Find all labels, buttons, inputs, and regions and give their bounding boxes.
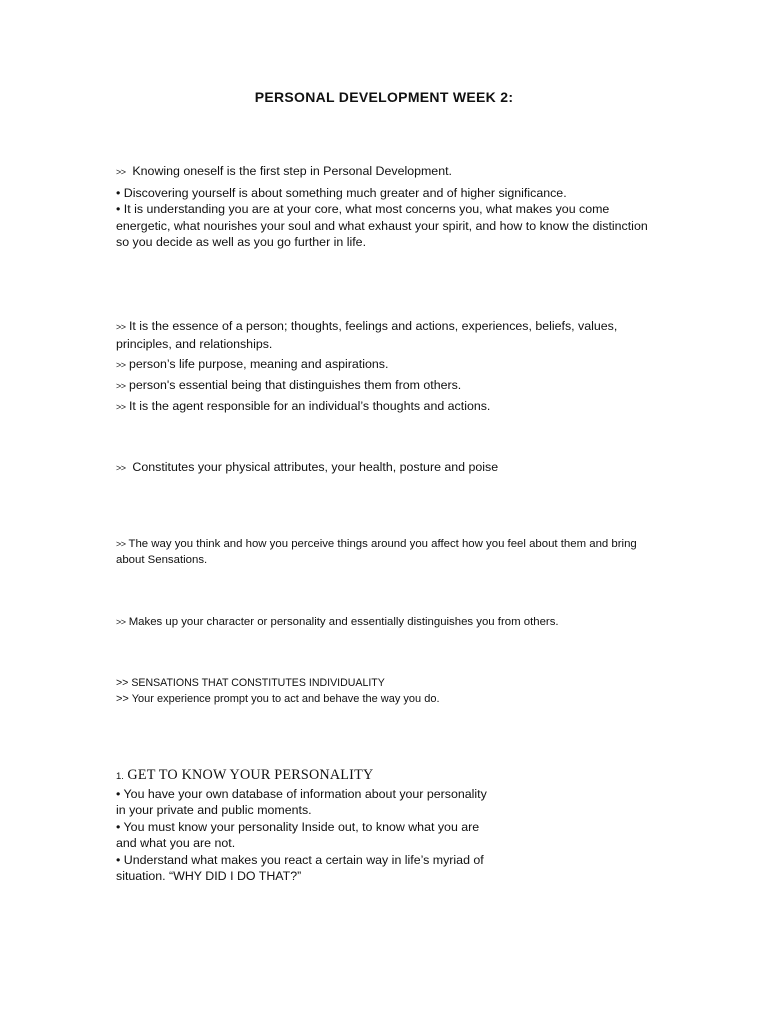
bullet-marker: >> (116, 401, 126, 412)
character-text: Makes up your character or personality and essentially distinguishes you from others. (128, 616, 559, 628)
essential-being-line (116, 377, 656, 395)
agent-line (116, 398, 656, 416)
character-line (116, 615, 656, 631)
physical-section (116, 459, 656, 477)
understanding-paragraph: • It is understanding you are at your core, what most concerns you, what makes you come energetic, what nourishes your soul and what exhaust your spirit, and how to know the distinction so you decide as well as you go further in life. (116, 202, 648, 249)
essence-text: It is the essence of a person; thoughts, feelings and actions, experiences, beliefs, values, principles, and relationships. (116, 319, 618, 351)
agent-text: It is the agent responsible for an individual’s thoughts and actions. (128, 398, 491, 413)
character-section (116, 615, 656, 631)
physical-text: Constitutes your physical attributes, your health, posture and poise (132, 460, 499, 474)
intro-text: Knowing oneself is the first step in Personal Development. (132, 164, 452, 178)
personality-section (116, 767, 656, 885)
life-purpose-text: person’s life purpose, meaning and aspirations. (128, 356, 389, 371)
experience-line: >> Your experience prompt you to act and behave the way you do. (116, 692, 440, 705)
why-did-i-line: situation. “WHY DID I DO THAT?” (116, 869, 302, 883)
thinking-line (116, 537, 656, 568)
essence-line (116, 318, 656, 352)
page-title: PERSONAL DEVELOPMENT WEEK 2: (254, 89, 514, 105)
what-you-are-not-line: and what you are not. (116, 836, 236, 850)
sensations-section (116, 676, 656, 707)
react-line: • Understand what makes you react a certain way in life’s myriad of (116, 852, 484, 867)
bullet-marker: >> (116, 322, 126, 332)
bullet-marker: >> (116, 359, 126, 370)
section-number: 1. (116, 771, 124, 782)
life-purpose-line (116, 356, 656, 374)
inside-out-line: • You must know your personality Inside out, to know what you are (116, 819, 480, 834)
physical-line (116, 459, 656, 477)
sensations-heading-line: >> SENSATIONS THAT CONSTITUTES INDIVIDUALITY (116, 677, 385, 689)
bullet-marker: >> (116, 463, 126, 473)
bullet-marker: >> (116, 617, 126, 627)
bullet-marker: >> (116, 380, 126, 391)
private-public-line: in your private and public moments. (116, 803, 312, 817)
essential-being-text: person's essential being that distinguishes them from others. (128, 377, 462, 392)
discovering-line: • Discovering yourself is about something much greater and of higher significance. (116, 185, 567, 200)
intro-line (116, 163, 656, 181)
section-heading: GET TO KNOW YOUR PERSONALITY (127, 767, 374, 783)
bullet-marker: >> (116, 167, 126, 177)
thinking-text: The way you think and how you perceive things around you affect how you feel about them and bring about Sensations. (116, 538, 637, 566)
thinking-section (116, 537, 656, 568)
self-definition-section (116, 318, 656, 415)
database-line: • You have your own database of information about your personality (116, 786, 487, 801)
personality-heading-line (116, 767, 656, 786)
bullet-marker: >> (116, 539, 126, 549)
intro-section (116, 163, 656, 251)
